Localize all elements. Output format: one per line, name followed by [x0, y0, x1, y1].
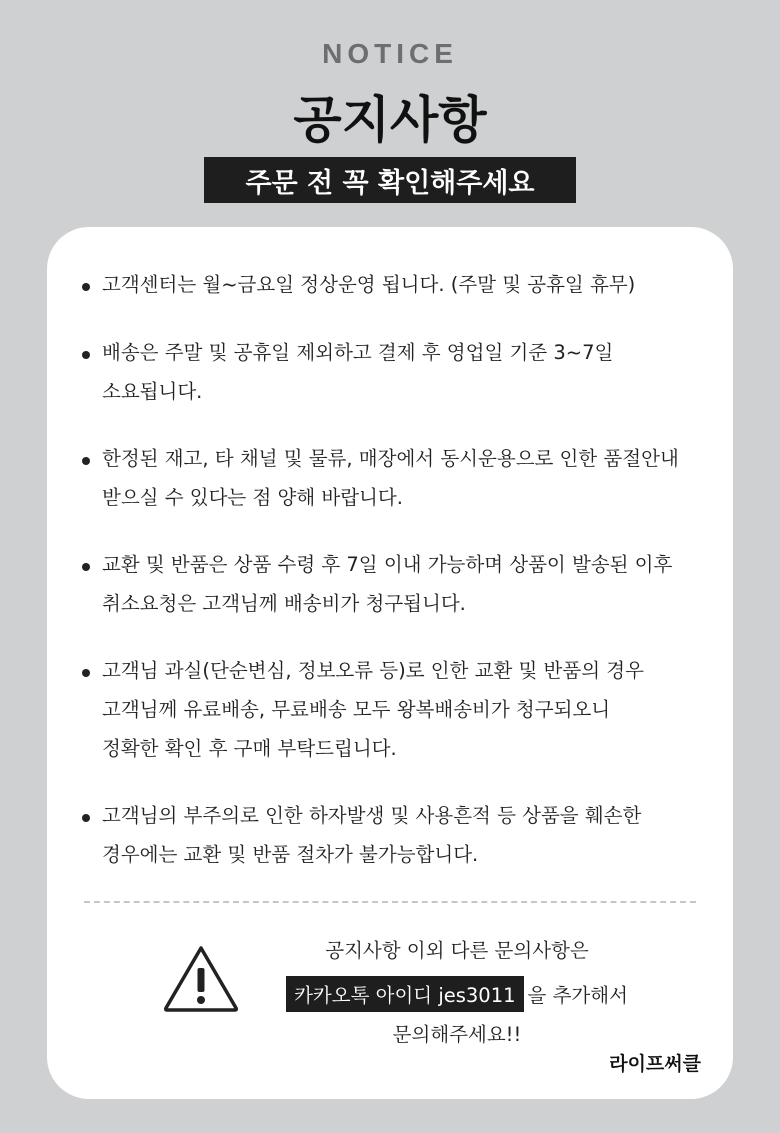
notice-line: 교환 및 반품은 상품 수령 후 7일 이내 가능하며 상품이 발송된 이후	[102, 553, 673, 576]
bullet-icon	[82, 814, 90, 822]
header-banner: 주문 전 꼭 확인해주세요	[204, 157, 576, 203]
notice-line: 고객님 과실(단순변심, 정보오류 등)로 인한 교환 및 반품의 경우	[102, 659, 644, 682]
notice-line: 고객센터는 월~금요일 정상운영 됩니다. (주말 및 공휴일 휴무)	[102, 273, 636, 296]
notice-line: 취소요청은 고객님께 배송비가 청구됩니다.	[102, 592, 466, 615]
header-title-en: NOTICE	[322, 38, 458, 69]
bullet-icon	[82, 457, 90, 465]
notice-line: 배송은 주말 및 공휴일 제외하고 결제 후 영업일 기준 3~7일	[102, 341, 614, 364]
contact-line-2	[227, 976, 687, 1012]
notice-line: 고객님께 유료배송, 무료배송 모두 왕복배송비가 청구되오니	[102, 698, 611, 721]
kakao-id-tag: 카카오톡 아이디 jes3011	[286, 976, 523, 1012]
notice-line: 소요됩니다.	[102, 380, 203, 403]
notice-line: 받으실 수 있다는 점 양해 바랍니다.	[102, 486, 403, 509]
notice-line: 경우에는 교환 및 반품 절차가 불가능합니다.	[102, 843, 479, 866]
notice-line: 한정된 재고, 타 채널 및 물류, 매장에서 동시운용으로 인한 품절안내	[102, 447, 679, 470]
contact-line-3: 문의해주세요!!	[392, 1023, 522, 1046]
notice-line: 정확한 확인 후 구매 부탁드립니다.	[102, 737, 397, 760]
header-title-ko: 공지사항	[293, 91, 487, 149]
bullet-icon	[82, 351, 90, 359]
bullet-icon	[82, 669, 90, 677]
dashed-divider	[84, 901, 696, 903]
bullet-icon	[82, 283, 90, 291]
bullet-icon	[82, 563, 90, 571]
notice-line: 고객님의 부주의로 인한 하자발생 및 사용흔적 등 상품을 훼손한	[102, 804, 642, 827]
contact-line-2-suffix: 을 추가해서	[527, 984, 628, 1007]
notice-card	[47, 227, 733, 1099]
brand-logo: 라이프써클	[609, 1053, 701, 1075]
contact-line-1: 공지사항 이외 다른 문의사항은	[325, 939, 589, 962]
